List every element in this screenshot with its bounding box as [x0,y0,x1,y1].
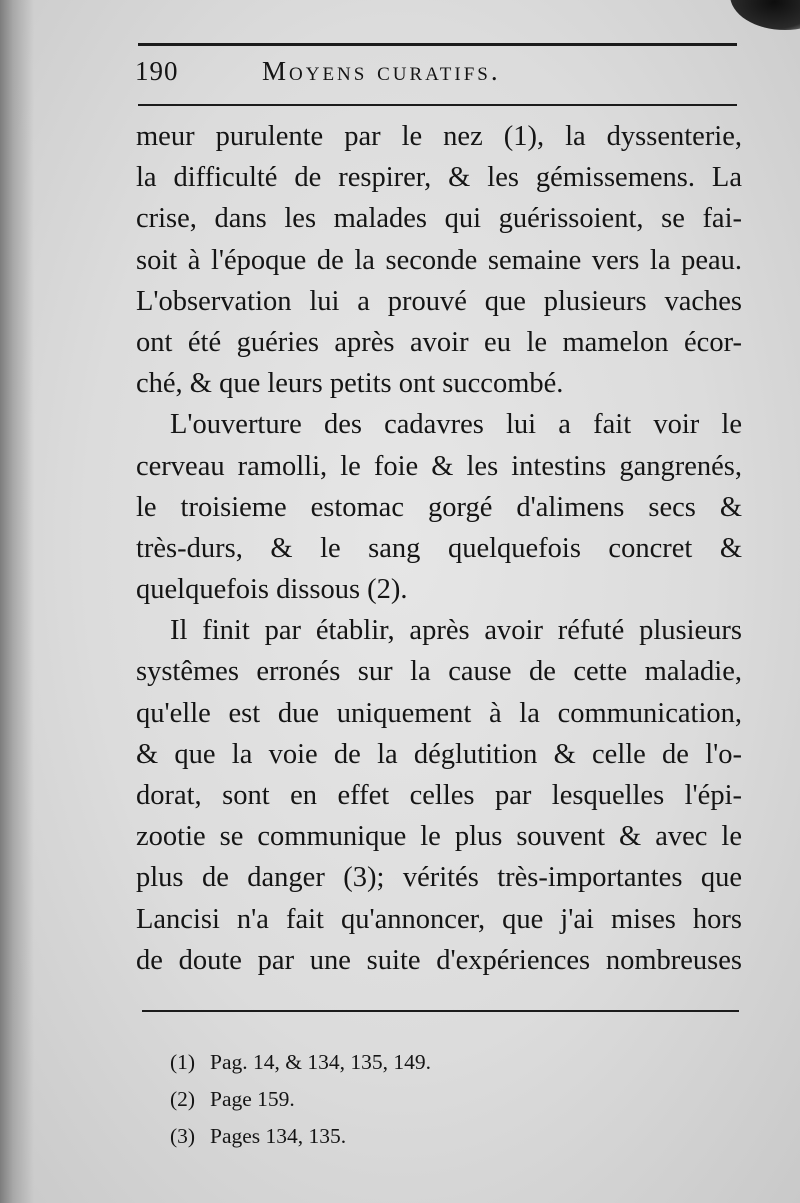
text-line: systêmes erronés sur la cause de cette maladie, [136,656,742,688]
text-line: meur purulente par le nez (1), la dyssenterie, [136,121,742,152]
text-line: ché, & que leurs petits ont succombé. [136,368,564,400]
footnote-3 [170,1118,590,1155]
footnotes [170,1044,590,1155]
text-line: de doute par une suite d'expériences nombreuses [136,944,742,976]
header-rule [138,104,737,106]
page-number: 190 [135,56,179,86]
text-line: dorat, sont en effet celles par lesquelles l'épi- [136,780,742,811]
footnote-text: Pages 134, 135. [210,1124,347,1148]
footnote-text: Pag. 14, & 134, 135, 149. [210,1050,431,1074]
top-rule [138,43,737,46]
footnote-mark: (1) [170,1050,196,1074]
text-line: quelquefois dissous (2). [136,574,408,606]
body-text [136,116,742,981]
page-binding-shadow [0,0,34,1203]
footnote-2 [170,1081,590,1118]
text-line: L'ouverture des cadavres lui a fait voir le [170,409,742,441]
footnote-text: Page 159. [210,1087,295,1111]
text-line: cerveau ramolli, le foie & les intestins gangrenés, [136,450,742,482]
text-line: zootie se communique le plus souvent & avec le [136,821,742,853]
text-line: qu'elle est due uniquement à la communication, [136,697,742,729]
text-line: plus de danger (3); vérités très-importantes que [136,862,742,894]
text-line: soit à l'époque de la seconde semaine vers la peau. [136,244,742,276]
running-title: Moyens curatifs. [262,56,501,86]
text-line: & que la voie de la déglutition & celle de l'o- [136,738,742,770]
corner-shadow [730,0,800,30]
footnote-mark: (3) [170,1124,196,1148]
text-line: ont été guéries après avoir eu le mamelon écor- [136,326,742,358]
text-line: Lancisi n'a fait qu'annoncer, que j'ai mises hors [136,903,742,935]
text-line: crise, dans les malades qui guérissoient, se fai- [136,203,742,235]
text-line: L'observation lui a prouvé que plusieurs vaches [136,285,742,317]
text-line: Il finit par établir, après avoir réfuté plusieurs [170,615,742,647]
text-line: très-durs, & le sang quelquefois concret & [136,532,742,564]
footnote-rule [142,1010,739,1012]
footnote-1 [170,1044,590,1081]
text-line: le troisieme estomac gorgé d'alimens secs & [136,491,742,523]
text-line: la difficulté de respirer, & les gémissemens. La [136,162,742,194]
footnote-mark: (2) [170,1087,196,1111]
